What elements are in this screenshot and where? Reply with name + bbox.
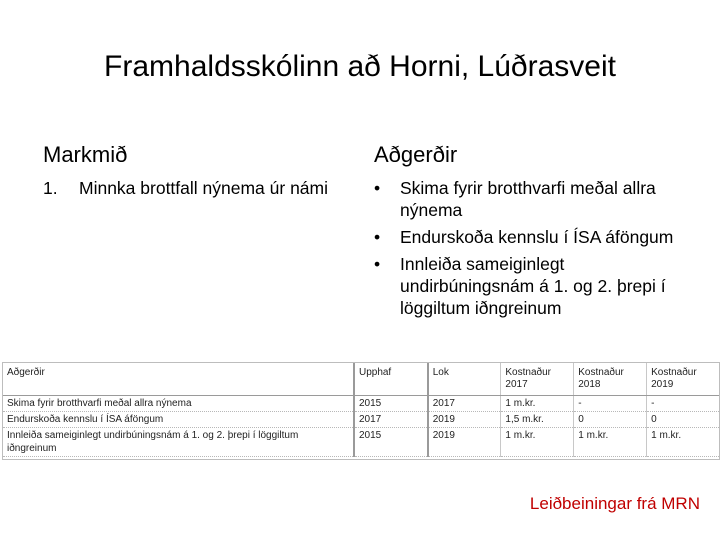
table-cell: 1,5 m.kr.	[501, 412, 574, 428]
actions-list	[374, 177, 674, 324]
action-item	[374, 226, 674, 248]
table-cell: 2015	[354, 396, 428, 412]
header-cost-2018: Kostnaður 2018	[574, 363, 647, 396]
goals-list	[43, 177, 333, 199]
header-cost-2017: Kostnaður 2017	[501, 363, 574, 396]
action-text: Endurskoða kennslu í ÍSA áföngum	[400, 227, 674, 247]
footer-source-link[interactable]: Leiðbeiningar frá MRN	[529, 494, 700, 513]
bullet-icon: •	[374, 178, 381, 198]
table-cell: 2017	[354, 412, 428, 428]
table-cell: Endurskoða kennslu í ÍSA áföngum	[3, 412, 354, 428]
goal-text: Minnka brottfall nýnema úr námi	[79, 178, 328, 198]
table-cell: 1 m.kr.	[501, 428, 574, 457]
action-text: Innleiða sameiginlegt undirbúningsnám á 1. og 2. þrepi í löggiltum iðngreinum	[400, 254, 666, 318]
bullet-icon: •	[374, 254, 381, 274]
action-item	[374, 177, 674, 221]
table-row	[3, 412, 719, 428]
goals-heading: Markmið	[43, 142, 128, 167]
table-cell: -	[574, 396, 647, 412]
table-row	[3, 428, 719, 457]
table-cell: 2015	[354, 428, 428, 457]
goal-item	[43, 177, 333, 199]
table-cell: 2017	[428, 396, 501, 412]
table-cell: 2019	[428, 412, 501, 428]
table-cell: 2019	[428, 428, 501, 457]
table-cell: Skima fyrir brotthvarfi meðal allra nýnema	[3, 396, 354, 412]
table-cell: 1 m.kr.	[501, 396, 574, 412]
header-cost-2019: Kostnaður 2019	[647, 363, 719, 396]
table-cell: 1 m.kr.	[574, 428, 647, 457]
actions-heading: Aðgerðir	[374, 142, 458, 167]
cost-table	[3, 363, 719, 457]
action-text: Skima fyrir brotthvarfi meðal allra nýnema	[400, 178, 656, 220]
table-header-row	[3, 363, 719, 396]
table-cell: 0	[574, 412, 647, 428]
table-cell: Innleiða sameiginlegt undirbúningsnám á 1. og 2. þrepi í löggiltum iðngreinum	[3, 428, 354, 457]
header-start: Upphaf	[354, 363, 428, 396]
header-actions: Aðgerðir	[3, 363, 354, 396]
table-cell: 1 m.kr.	[647, 428, 719, 457]
table-cell: -	[647, 396, 719, 412]
slide-title: Framhaldsskólinn að Horni, Lúðrasveit	[104, 50, 616, 83]
header-end: Lok	[428, 363, 501, 396]
goal-number: 1.	[43, 178, 58, 198]
table-row	[3, 396, 719, 412]
bullet-icon: •	[374, 227, 381, 247]
cost-table-image	[2, 362, 720, 460]
action-item	[374, 253, 674, 319]
table-cell: 0	[647, 412, 719, 428]
